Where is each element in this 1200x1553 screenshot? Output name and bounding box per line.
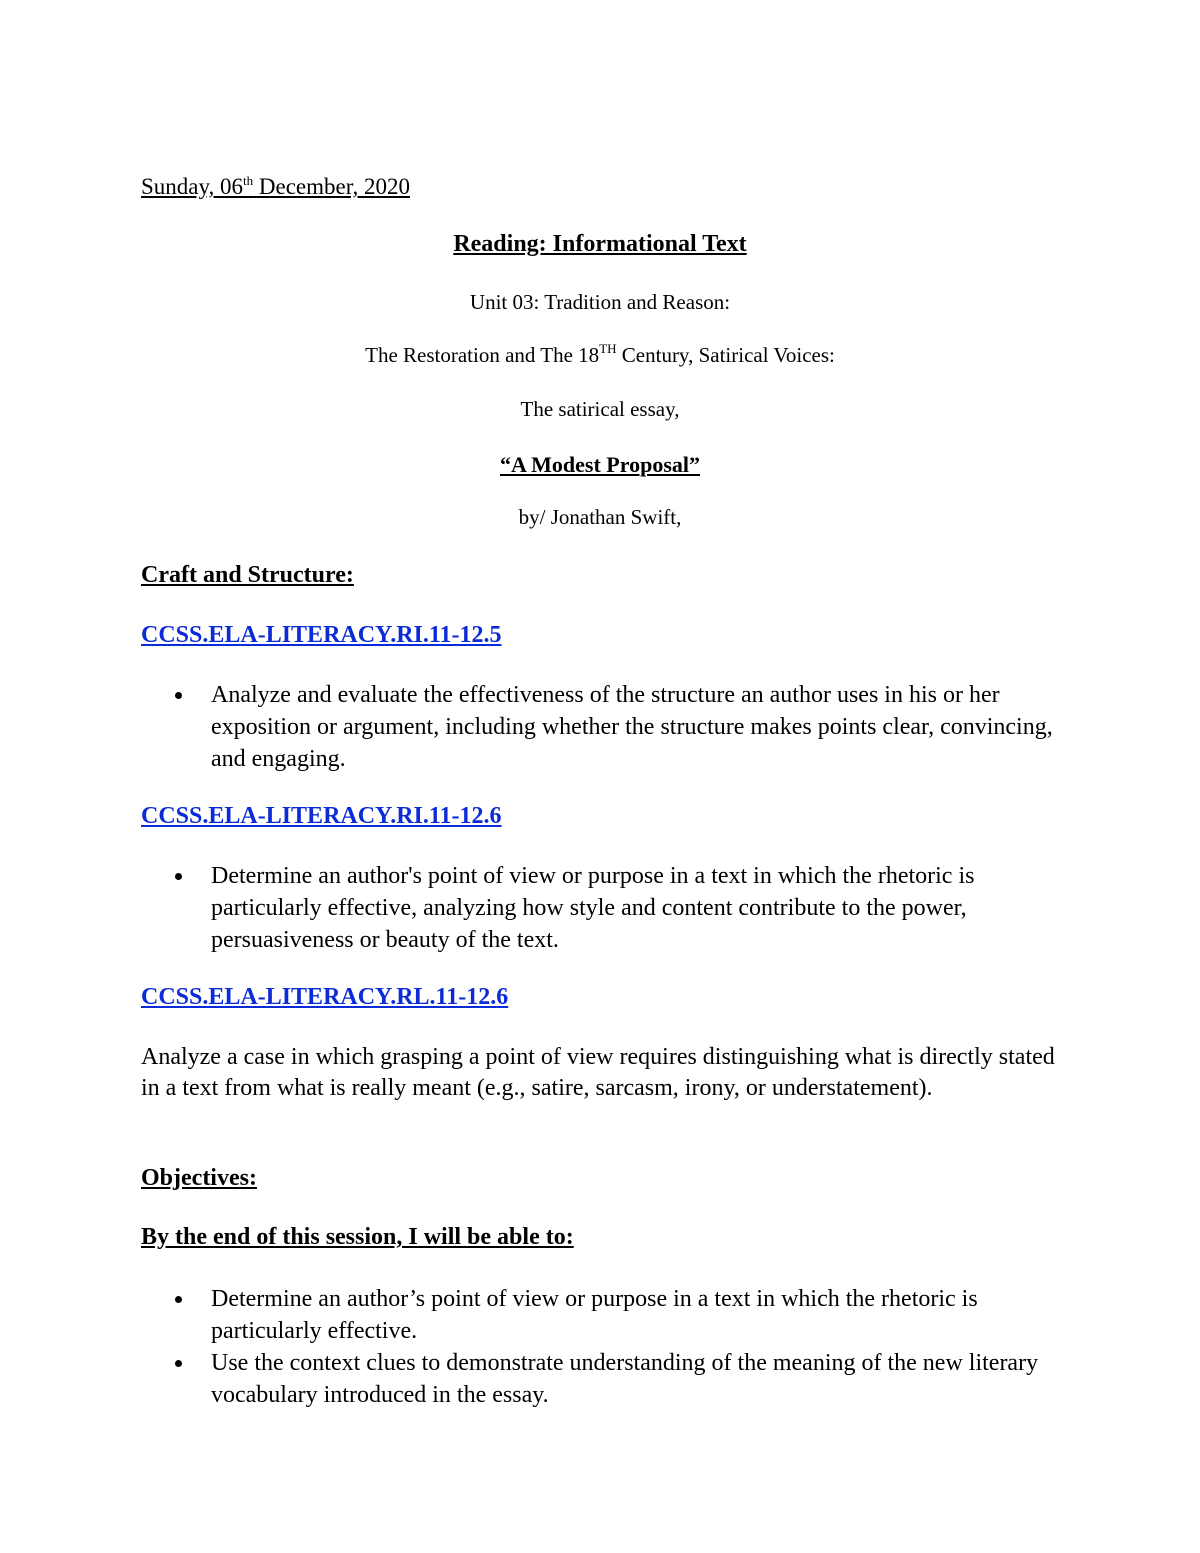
standard-code: CCSS.ELA-LITERACY.RI.11-12. (141, 622, 490, 648)
list-item-text: Determine an author’s point of view or purpose in a text in which the rhetoric is particularly effective. (211, 1286, 978, 1344)
genre-heading: The satirical essay, (520, 397, 680, 421)
standard-link-ri-5[interactable] (141, 622, 502, 649)
list-item (141, 679, 1061, 775)
era-heading (0, 341, 1200, 367)
standard-link[interactable] (141, 622, 502, 648)
list-item-text: Analyze and evaluate the effectiveness of the structure an author uses in his or her exposition or argument, including whether the structure makes points clear, convincing, and engaging. (211, 682, 1053, 772)
bullet-icon (175, 1296, 182, 1303)
standard-number: 6 (496, 984, 509, 1010)
list-item (141, 860, 1061, 956)
date-text: Sunday, 06 (141, 174, 244, 199)
list-item (141, 1283, 1061, 1347)
list-item-text: Determine an author's point of view or purpose in a text in which the rhetoric is particularly effective, analyzing how style and content contribute to the power, persuasiveness or beauty of the text. (211, 863, 975, 953)
standard-number: 6 (489, 803, 502, 829)
date-ordinal: th (243, 173, 254, 188)
objectives-list (141, 1283, 1061, 1411)
standard-link[interactable] (141, 803, 502, 829)
work-title: “A Modest Proposal” (499, 452, 701, 477)
date-text-suffix: December, 2020 (253, 174, 410, 199)
standard-ri-6-bullets (141, 860, 1061, 956)
standard-link[interactable] (141, 984, 508, 1010)
bullet-icon (175, 873, 182, 880)
bullet-icon (175, 692, 182, 699)
era-text: The Restoration and The 18 (365, 343, 600, 367)
objectives-intro: By the end of this session, I will be able to: (141, 1224, 574, 1250)
era-text-suffix: Century, Satirical Voices: (616, 343, 835, 367)
objectives-heading: Objectives: (141, 1165, 257, 1191)
standard-ri-5-bullets (141, 679, 1061, 775)
standard-rl-6-paragraph: Analyze a case in which grasping a point of view requires distinguishing what is directly stated in a text from what is really meant (e.g., satire, sarcasm, irony, or understatement). (141, 1044, 1055, 1101)
author-line: by/ Jonathan Swift, (518, 505, 682, 529)
standard-number: 5 (489, 622, 502, 648)
standard-link-rl-6[interactable] (141, 984, 508, 1011)
list-item-text: Use the context clues to demonstrate understanding of the meaning of the new literary vocabulary introduced in the essay. (211, 1350, 1039, 1408)
standard-code: CCSS.ELA-LITERACY.RI.11-12. (141, 803, 490, 829)
unit-heading: Unit 03: Tradition and Reason: (469, 290, 731, 314)
standard-link-ri-6[interactable] (141, 803, 502, 830)
bullet-icon (175, 1360, 182, 1367)
standard-code: CCSS.ELA-LITERACY.RL.11-12. (141, 984, 497, 1010)
lesson-date (141, 174, 410, 200)
era-superscript: TH (599, 341, 617, 356)
craft-structure-heading: Craft and Structure: (141, 562, 354, 588)
list-item (141, 1347, 1061, 1411)
page-title: Reading: Informational Text (453, 231, 747, 257)
